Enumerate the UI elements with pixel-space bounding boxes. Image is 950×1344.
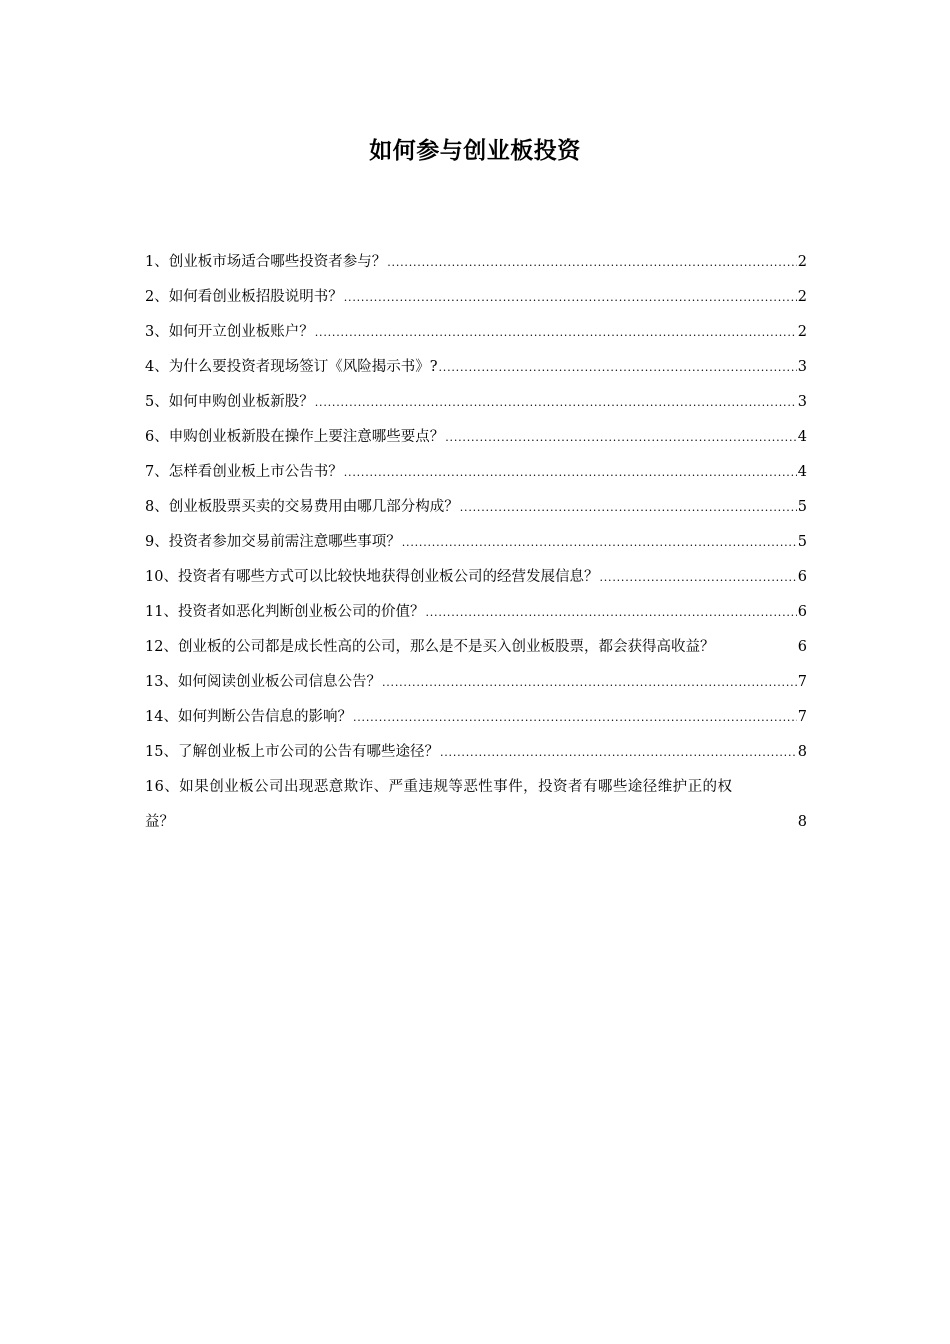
toc-page-number: 6 bbox=[797, 639, 807, 655]
toc-page-number: 5 bbox=[797, 534, 807, 550]
toc-page-number: 2 bbox=[797, 254, 807, 270]
toc-entry-text: 13、如何阅读创业板公司信息公告？ bbox=[145, 674, 381, 690]
toc-entry-2[interactable] bbox=[145, 280, 807, 315]
toc-page-number: 4 bbox=[797, 429, 807, 445]
dot-leader bbox=[344, 280, 797, 315]
dot-leader bbox=[382, 665, 797, 700]
toc-entry-text: 11、投资者如恶化判断创业板公司的价值？ bbox=[145, 604, 425, 620]
toc-entry-14[interactable] bbox=[145, 700, 807, 735]
toc-entry-text-continued: 益？ bbox=[145, 814, 174, 830]
table-of-contents bbox=[145, 245, 807, 840]
toc-page-number: 3 bbox=[797, 394, 807, 410]
toc-entry-text: 9、投资者参加交易前需注意哪些事项？ bbox=[145, 534, 401, 550]
dot-leader bbox=[439, 350, 797, 385]
toc-page-number: 5 bbox=[797, 499, 807, 515]
toc-entry-text: 1、创业板市场适合哪些投资者参与？ bbox=[145, 254, 387, 270]
toc-page-number: 7 bbox=[797, 709, 807, 725]
toc-entry-13[interactable] bbox=[145, 665, 807, 700]
toc-entry-text: 7、怎样看创业板上市公告书？ bbox=[145, 464, 343, 480]
toc-entry-text: 16、如果创业板公司出现恶意欺诈、严重违规等恶性事件，投资者有哪些途径维护正的权 bbox=[145, 779, 733, 795]
dot-leader bbox=[425, 595, 796, 630]
toc-entry-text: 10、投资者有哪些方式可以比较快地获得创业板公司的经营发展信息？ bbox=[145, 569, 599, 585]
toc-page-number: 3 bbox=[797, 359, 807, 375]
toc-page-number: 8 bbox=[797, 814, 807, 830]
toc-page-number: 6 bbox=[797, 604, 807, 620]
toc-page-number: 7 bbox=[797, 674, 807, 690]
toc-entry-10[interactable] bbox=[145, 560, 807, 595]
dot-leader bbox=[440, 735, 797, 770]
toc-page-number: 6 bbox=[797, 569, 807, 585]
toc-entry-text: 12、创业板的公司都是成长性高的公司，那么是不是买入创业板股票，都会获得高收益？ bbox=[145, 639, 715, 655]
toc-page-number: 2 bbox=[797, 324, 807, 340]
toc-entry-text: 6、申购创业板新股在操作上要注意哪些要点？ bbox=[145, 429, 445, 445]
toc-entry-text: 8、创业板股票买卖的交易费用由哪几部分构成？ bbox=[145, 499, 459, 515]
toc-entry-text: 15、了解创业板上市公司的公告有哪些途径？ bbox=[145, 744, 439, 760]
toc-entry-text: 3、如何开立创业板账户？ bbox=[145, 324, 314, 340]
toc-entry-4[interactable] bbox=[145, 350, 807, 385]
dot-leader bbox=[387, 245, 797, 280]
dot-leader bbox=[402, 525, 797, 560]
toc-page-number: 2 bbox=[797, 289, 807, 305]
toc-entry-7[interactable] bbox=[145, 455, 807, 490]
toc-entry-text: 14、如何判断公告信息的影响？ bbox=[145, 709, 352, 725]
toc-entry-9[interactable] bbox=[145, 525, 807, 560]
toc-entry-text: 5、如何申购创业板新股？ bbox=[145, 394, 314, 410]
toc-entry-16[interactable] bbox=[145, 770, 807, 840]
toc-entry-6[interactable] bbox=[145, 420, 807, 455]
toc-entry-1[interactable] bbox=[145, 245, 807, 280]
page-title: 如何参与创业板投资 bbox=[369, 138, 581, 164]
dot-leader bbox=[599, 560, 796, 595]
toc-entry-text: 4、为什么要投资者现场签订《风险揭示书》? bbox=[145, 359, 438, 375]
toc-entry-5[interactable] bbox=[145, 385, 807, 420]
toc-entry-15[interactable] bbox=[145, 735, 807, 770]
dot-leader bbox=[353, 700, 797, 735]
toc-entry-8[interactable] bbox=[145, 490, 807, 525]
dot-leader bbox=[460, 490, 797, 525]
toc-entry-12[interactable] bbox=[145, 630, 807, 665]
toc-entry-text: 2、如何看创业板招股说明书？ bbox=[145, 289, 343, 305]
toc-entry-11[interactable] bbox=[145, 595, 807, 630]
toc-page-number: 8 bbox=[797, 744, 807, 760]
dot-leader bbox=[344, 455, 797, 490]
dot-leader bbox=[445, 420, 797, 455]
dot-leader bbox=[315, 315, 797, 350]
toc-page-number: 4 bbox=[797, 464, 807, 480]
dot-leader bbox=[315, 385, 797, 420]
toc-entry-3[interactable] bbox=[145, 315, 807, 350]
